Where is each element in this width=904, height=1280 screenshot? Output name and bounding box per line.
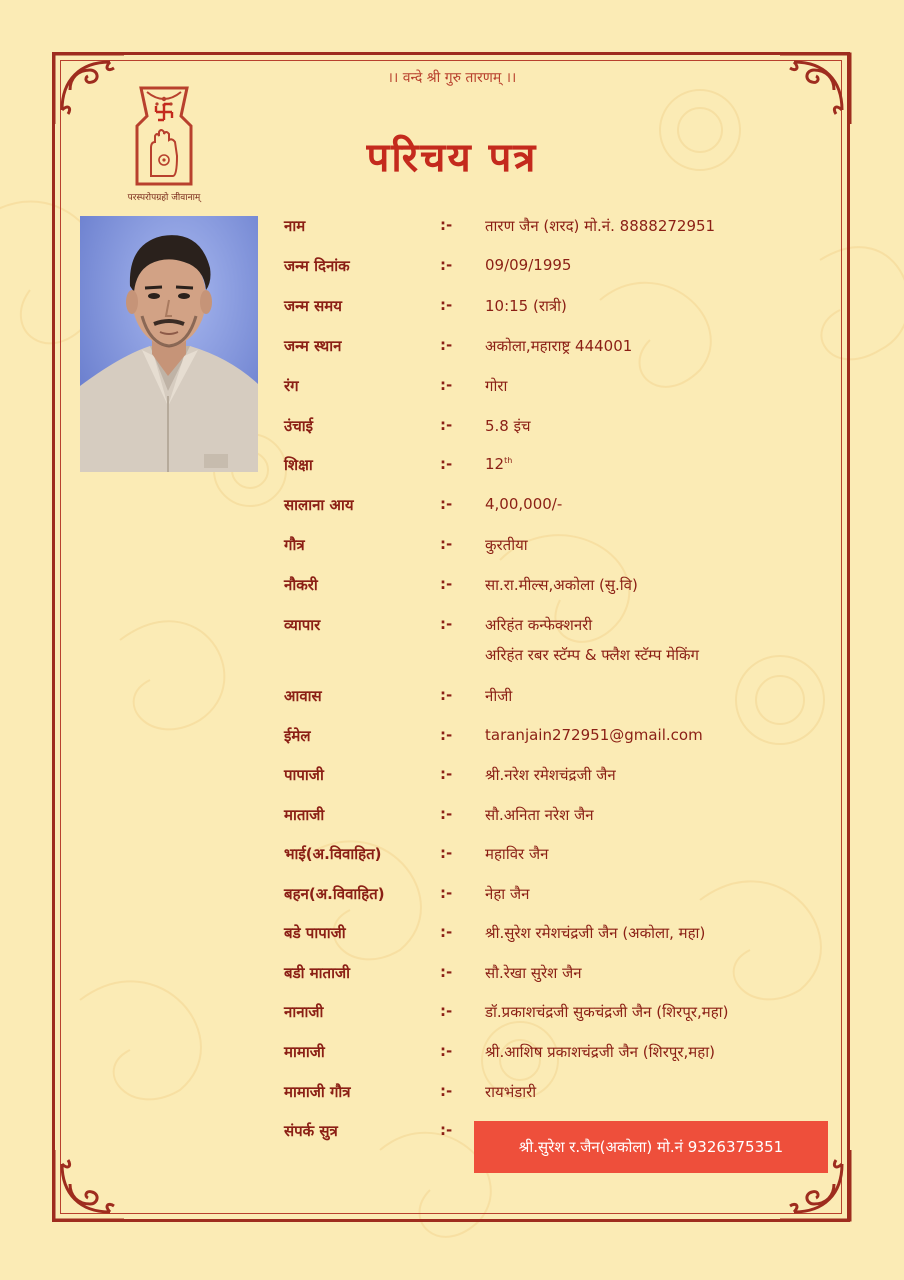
- detail-separator: :-: [440, 575, 453, 593]
- detail-label: नौकरी: [284, 576, 318, 594]
- detail-value: [485, 844, 548, 864]
- detail-value-text: तारण जैन (शरद) मो.नं. 8888272951: [485, 217, 716, 235]
- detail-row: [284, 455, 844, 485]
- detail-separator: :-: [440, 805, 453, 823]
- detail-row: [284, 296, 844, 326]
- detail-value-text: अरिहंत कन्फेक्शनरी: [485, 616, 593, 634]
- detail-label: बडे पापाजी: [284, 924, 346, 942]
- detail-row: [284, 416, 844, 446]
- detail-separator: :-: [440, 884, 453, 902]
- detail-separator: :-: [440, 686, 453, 704]
- detail-value: [485, 535, 528, 555]
- detail-value: [485, 416, 531, 436]
- detail-value-text: महाविर जैन: [485, 845, 549, 863]
- detail-separator: :-: [440, 495, 453, 513]
- detail-label: जन्म समय: [284, 297, 342, 315]
- detail-row: [284, 844, 844, 874]
- detail-separator: :-: [440, 216, 453, 234]
- detail-separator: :-: [440, 765, 453, 783]
- detail-value-text: अकोला,महाराष्ट्र 444001: [485, 337, 633, 355]
- detail-separator: :-: [440, 844, 453, 862]
- detail-label: नाम: [284, 217, 306, 235]
- detail-separator: :-: [440, 376, 453, 394]
- detail-separator: :-: [440, 1042, 453, 1060]
- detail-row: [284, 686, 844, 716]
- detail-value-text: 09/09/1995: [485, 256, 572, 274]
- detail-separator: :-: [440, 416, 453, 434]
- detail-separator: :-: [440, 256, 453, 274]
- detail-row: [284, 1082, 844, 1112]
- detail-row: [284, 963, 844, 993]
- detail-row: [284, 495, 844, 525]
- detail-row: [284, 575, 844, 605]
- detail-row: [284, 615, 844, 664]
- detail-value-sup: th: [504, 456, 513, 465]
- detail-value-text: 4,00,000/-: [485, 495, 563, 513]
- detail-value: [485, 495, 562, 513]
- detail-value: [485, 923, 705, 943]
- detail-separator: :-: [440, 535, 453, 553]
- detail-value-text: श्री.नरेश रमेशचंद्रजी जैन: [485, 766, 616, 784]
- detail-label: आवास: [284, 687, 322, 705]
- detail-row: [284, 216, 844, 246]
- detail-value: [485, 575, 638, 595]
- detail-value-line2: अरिहंत रबर स्टॅम्प & फ्लैश स्टॅम्प मेकिंग: [485, 646, 699, 664]
- detail-label: बडी माताजी: [284, 964, 351, 982]
- detail-value-text: 5.8 इंच: [485, 417, 531, 435]
- detail-value-text: सा.रा.मील्स,अकोला (सु.वि): [485, 576, 638, 594]
- detail-separator: :-: [440, 1002, 453, 1020]
- detail-row: [284, 336, 844, 366]
- detail-separator: :-: [440, 336, 453, 354]
- detail-label: गौत्र: [284, 536, 305, 554]
- detail-value: [485, 1082, 536, 1102]
- detail-row: [284, 765, 844, 795]
- detail-label: उंचाई: [284, 417, 313, 435]
- detail-value: [485, 455, 512, 473]
- detail-value-text: 12: [485, 455, 505, 473]
- detail-label: मामाजी: [284, 1043, 325, 1061]
- detail-label: संपर्क सुत्र: [284, 1122, 338, 1140]
- page-title: परिचय पत्र: [366, 135, 538, 181]
- detail-value-text: डॉ.प्रकाशचंद्रजी सुकचंद्रजी जैन (शिरपूर,महा): [485, 1003, 729, 1021]
- detail-value-text: taranjain272951@gmail.com: [485, 726, 703, 744]
- detail-separator: :-: [440, 615, 453, 633]
- detail-value: [485, 216, 715, 236]
- detail-label: नानाजी: [284, 1003, 324, 1021]
- detail-value-text: श्री.सुरेश रमेशचंद्रजी जैन (अकोला, महा): [485, 924, 706, 942]
- detail-value: [485, 765, 616, 785]
- detail-label: ईमेल: [284, 727, 311, 745]
- detail-label: रंग: [284, 377, 299, 395]
- detail-label: माताजी: [284, 806, 325, 824]
- detail-separator: :-: [440, 923, 453, 941]
- detail-value: [485, 726, 703, 744]
- detail-row: [284, 535, 844, 565]
- detail-value: [485, 376, 507, 396]
- detail-value-text: नीजी: [485, 687, 513, 705]
- emblem-caption: परस्परोपग्रहो जीवानाम्: [127, 193, 201, 203]
- detail-separator: :-: [440, 455, 453, 473]
- profile-photo: [80, 216, 258, 472]
- invocation-text: ।। वन्दे श्री गुरु तारणम् ।।: [387, 70, 517, 86]
- detail-value: [485, 884, 529, 904]
- detail-label: बहन(अ.विवाहित): [284, 885, 385, 903]
- detail-separator: :-: [440, 963, 453, 981]
- detail-value: [485, 1002, 728, 1022]
- detail-separator: :-: [440, 726, 453, 744]
- detail-value-text: नेहा जैन: [485, 885, 530, 903]
- detail-value: [485, 256, 571, 274]
- detail-value-text: कुरतीया: [485, 536, 528, 554]
- detail-label: भाई(अ.विवाहित): [284, 845, 382, 863]
- detail-label: व्यापार: [284, 616, 321, 634]
- contact-box: श्री.सुरेश र.जैन(अकोला) मो.नं 9326375351: [474, 1121, 828, 1173]
- detail-value-text: 10:15 (रात्री): [485, 297, 567, 315]
- detail-separator: :-: [440, 1121, 453, 1139]
- detail-label: शिक्षा: [284, 456, 313, 474]
- detail-value: [485, 336, 632, 356]
- detail-value-text: श्री.आशिष प्रकाशचंद्रजी जैन (शिरपूर,महा): [485, 1043, 715, 1061]
- detail-separator: :-: [440, 296, 453, 314]
- detail-value: [485, 805, 594, 825]
- detail-value-text: रायभंडारी: [485, 1083, 537, 1101]
- detail-value: [485, 686, 512, 706]
- detail-value: [485, 1042, 715, 1062]
- detail-row: [284, 884, 844, 914]
- detail-row: [284, 1002, 844, 1032]
- jain-symbol-icon: [133, 86, 195, 186]
- detail-label: सालाना आय: [284, 496, 354, 514]
- detail-row: [284, 1042, 844, 1072]
- detail-row: [284, 726, 844, 756]
- ornament-corner-icon: [50, 1146, 128, 1224]
- detail-row: [284, 923, 844, 953]
- detail-value-text: सौ.अनिता नरेश जैन: [485, 806, 594, 824]
- detail-row: [284, 256, 844, 286]
- detail-value-text: सौ.रेखा सुरेश जैन: [485, 964, 582, 982]
- ornament-corner-icon: [50, 50, 128, 128]
- detail-row: [284, 805, 844, 835]
- detail-value: [485, 615, 592, 635]
- ornament-corner-icon: [776, 50, 854, 128]
- detail-separator: :-: [440, 1082, 453, 1100]
- detail-label: मामाजी गौत्र: [284, 1083, 351, 1101]
- detail-label: पापाजी: [284, 766, 324, 784]
- detail-row: [284, 376, 844, 406]
- detail-value: [485, 296, 567, 316]
- detail-value-text: गोरा: [485, 377, 508, 395]
- detail-label: जन्म दिनांक: [284, 257, 350, 275]
- detail-label: जन्म स्थान: [284, 337, 342, 355]
- detail-value: [485, 963, 582, 983]
